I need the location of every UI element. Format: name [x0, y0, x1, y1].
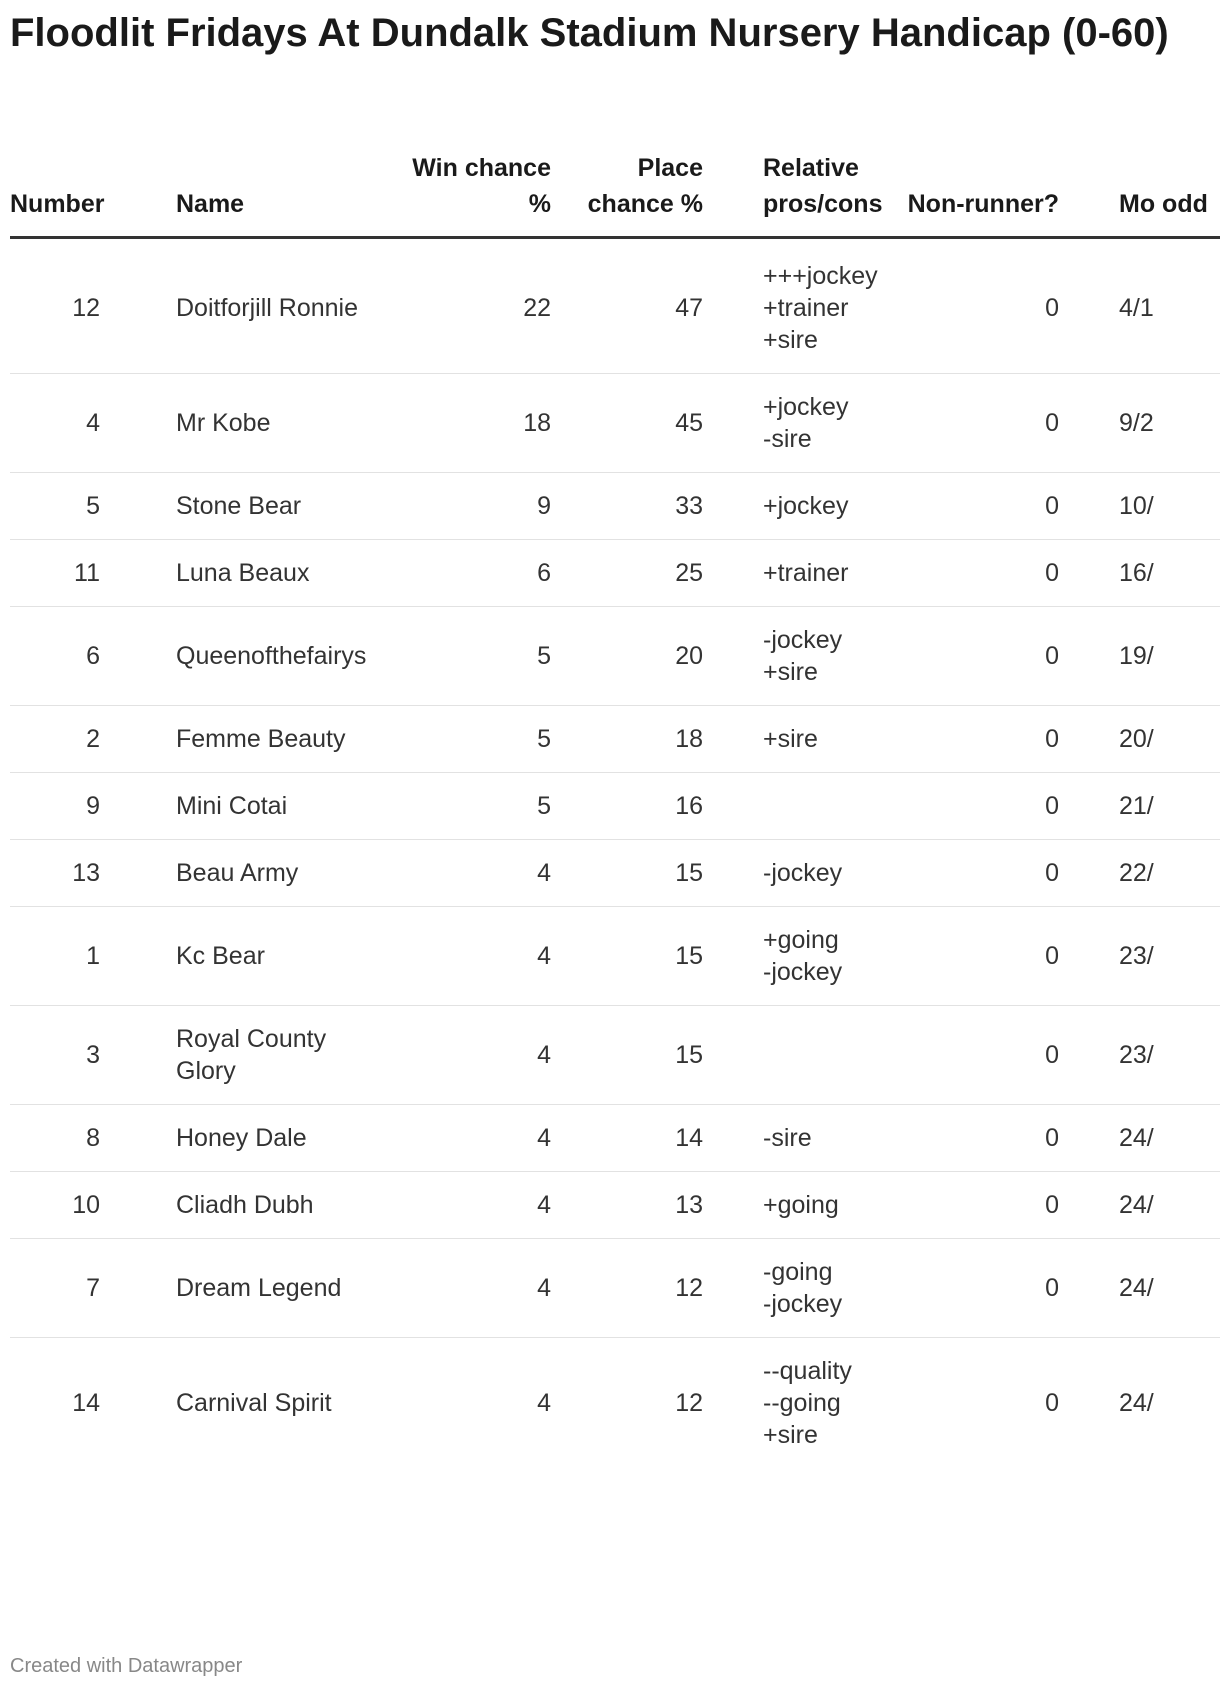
cell-name — [162, 1239, 392, 1338]
pros-cons-item: +jockey — [763, 492, 849, 520]
table-row — [10, 773, 1220, 840]
cell-non-runner: 0 — [905, 374, 1077, 473]
cell-non-runner: 0 — [905, 607, 1077, 706]
table-row — [10, 1105, 1220, 1172]
pros-cons-item: -jockey — [763, 1290, 843, 1318]
cell-win-chance: 6 — [392, 540, 555, 607]
pros-cons-item: -jockey — [763, 958, 843, 986]
cell-win-chance: 4 — [392, 1239, 555, 1338]
cell-place-chance: 18 — [555, 706, 719, 773]
horse-name: Queenofthefairys — [176, 642, 367, 670]
cell-place-chance: 14 — [555, 1105, 719, 1172]
cell-name — [162, 238, 392, 374]
horse-name: Femme Beauty — [176, 725, 346, 753]
cell-odds: 20/ — [1077, 706, 1220, 773]
cell-name — [162, 473, 392, 540]
cell-win-chance: 9 — [392, 473, 555, 540]
cell-non-runner: 0 — [905, 1105, 1077, 1172]
cell-non-runner: 0 — [905, 473, 1077, 540]
cell-pros-cons — [719, 540, 905, 607]
horse-name: Stone Bear — [176, 492, 302, 520]
cell-place-chance: 15 — [555, 1006, 719, 1105]
cell-place-chance: 15 — [555, 840, 719, 907]
results-table — [10, 150, 1220, 1468]
cell-odds: 23/ — [1077, 1006, 1220, 1105]
cell-win-chance: 5 — [392, 706, 555, 773]
table-row — [10, 607, 1220, 706]
cell-number: 4 — [10, 374, 162, 473]
cell-number: 3 — [10, 1006, 162, 1105]
cell-name — [162, 907, 392, 1006]
cell-win-chance: 4 — [392, 1105, 555, 1172]
cell-pros-cons — [719, 238, 905, 374]
table-row — [10, 840, 1220, 907]
pros-cons-item: --quality — [763, 1357, 852, 1385]
horse-name: Carnival Spirit — [176, 1389, 332, 1417]
horse-name: Doitforjill Ronnie — [176, 294, 359, 322]
cell-number: 11 — [10, 540, 162, 607]
cell-pros-cons — [719, 1338, 905, 1469]
cell-place-chance: 20 — [555, 607, 719, 706]
pros-cons-item: +sire — [763, 725, 818, 753]
cell-name — [162, 1172, 392, 1239]
cell-number: 12 — [10, 238, 162, 374]
horse-name: Royal County Glory — [176, 1025, 327, 1085]
pros-cons-item: +sire — [763, 658, 818, 686]
cell-odds: 19/ — [1077, 607, 1220, 706]
cell-number: 9 — [10, 773, 162, 840]
cell-place-chance: 45 — [555, 374, 719, 473]
cell-odds: 16/ — [1077, 540, 1220, 607]
cell-name — [162, 540, 392, 607]
cell-number: 8 — [10, 1105, 162, 1172]
table-row — [10, 374, 1220, 473]
cell-place-chance: 15 — [555, 907, 719, 1006]
cell-name — [162, 1338, 392, 1469]
cell-pros-cons — [719, 473, 905, 540]
column-header-number[interactable]: Number — [10, 150, 162, 238]
cell-name — [162, 706, 392, 773]
cell-non-runner: 0 — [905, 1239, 1077, 1338]
table-row — [10, 907, 1220, 1006]
cell-number: 6 — [10, 607, 162, 706]
column-header-win-chance[interactable]: Win chance % — [392, 150, 555, 238]
cell-name — [162, 374, 392, 473]
table-row — [10, 473, 1220, 540]
cell-non-runner: 0 — [905, 907, 1077, 1006]
cell-number: 5 — [10, 473, 162, 540]
pros-cons-item: +trainer — [763, 294, 849, 322]
pros-cons-item: --going — [763, 1389, 841, 1417]
cell-number: 2 — [10, 706, 162, 773]
table-row — [10, 1239, 1220, 1338]
cell-name — [162, 1105, 392, 1172]
cell-odds: 22/ — [1077, 840, 1220, 907]
cell-odds: 9/2 — [1077, 374, 1220, 473]
cell-odds: 10/ — [1077, 473, 1220, 540]
cell-win-chance: 4 — [392, 1006, 555, 1105]
cell-odds: 24/ — [1119, 1389, 1154, 1417]
pros-cons-item: -going — [763, 1258, 833, 1286]
cell-pros-cons — [719, 706, 905, 773]
cell-odds: 23/ — [1077, 907, 1220, 1006]
pros-cons-item: -sire — [763, 1124, 812, 1152]
cell-win-chance: 5 — [392, 773, 555, 840]
horse-name: Cliadh Dubh — [176, 1191, 314, 1219]
cell-name — [162, 840, 392, 907]
cell-pros-cons — [719, 907, 905, 1006]
column-header-non-runner[interactable]: Non-runner? — [905, 150, 1077, 238]
pros-cons-item: +sire — [763, 326, 818, 354]
results-table-container — [10, 150, 1220, 1468]
table-row — [10, 1338, 1220, 1469]
table-row — [10, 706, 1220, 773]
table-body — [10, 238, 1220, 1469]
pros-cons-item: +sire — [763, 1421, 818, 1449]
pros-cons-item: -jockey — [763, 859, 843, 887]
cell-odds: 24/ — [1077, 1239, 1220, 1338]
cell-win-chance: 4 — [537, 1389, 551, 1417]
cell-pros-cons — [719, 1239, 905, 1338]
column-header-name[interactable]: Name — [162, 150, 392, 238]
cell-pros-cons — [719, 840, 905, 907]
header-row — [10, 150, 1220, 238]
horse-name: Mini Cotai — [176, 792, 288, 820]
cell-place-chance: 16 — [555, 773, 719, 840]
column-header-pros-cons[interactable]: Relative pros/cons — [719, 150, 905, 238]
table-row — [10, 540, 1220, 607]
cell-name — [162, 607, 392, 706]
cell-non-runner: 0 — [905, 238, 1077, 374]
cell-number: 7 — [10, 1239, 162, 1338]
column-header-odds[interactable]: Mo odd — [1077, 150, 1220, 238]
cell-non-runner: 0 — [905, 1006, 1077, 1105]
column-header-place-chance[interactable]: Place chance % — [555, 150, 719, 238]
cell-win-chance: 22 — [392, 238, 555, 374]
cell-win-chance: 18 — [392, 374, 555, 473]
cell-place-chance: 25 — [555, 540, 719, 607]
cell-odds: 24/ — [1077, 1172, 1220, 1239]
table-row — [10, 1172, 1220, 1239]
cell-odds: 4/1 — [1077, 238, 1220, 374]
horse-name: Dream Legend — [176, 1274, 342, 1302]
chart-title: Floodlit Fridays At Dundalk Stadium Nursery Handicap (0-60) — [10, 11, 1169, 55]
cell-name — [162, 1006, 392, 1105]
cell-win-chance: 4 — [392, 1172, 555, 1239]
cell-odds: 21/ — [1077, 773, 1220, 840]
horse-name: Kc Bear — [176, 942, 265, 970]
cell-win-chance: 5 — [392, 607, 555, 706]
cell-non-runner: 0 — [1045, 1389, 1059, 1417]
cell-win-chance: 4 — [392, 907, 555, 1006]
cell-pros-cons — [719, 1172, 905, 1239]
cell-number: 10 — [10, 1172, 162, 1239]
cell-pros-cons — [719, 1105, 905, 1172]
cell-non-runner: 0 — [905, 706, 1077, 773]
cell-non-runner: 0 — [905, 773, 1077, 840]
horse-name: Honey Dale — [176, 1124, 307, 1152]
horse-name: Luna Beaux — [176, 559, 310, 587]
cell-place-chance: 12 — [675, 1389, 703, 1417]
pros-cons-item: +going — [763, 926, 839, 954]
pros-cons-item: +jockey — [763, 393, 849, 421]
table-row — [10, 1006, 1220, 1105]
horse-name: Mr Kobe — [176, 409, 271, 437]
cell-pros-cons — [719, 773, 905, 840]
cell-number: 13 — [10, 840, 162, 907]
pros-cons-item: +going — [763, 1191, 839, 1219]
cell-non-runner: 0 — [905, 540, 1077, 607]
pros-cons-item: -jockey — [763, 626, 843, 654]
cell-number: 1 — [10, 907, 162, 1006]
table-row — [10, 238, 1220, 374]
cell-win-chance: 4 — [392, 840, 555, 907]
cell-pros-cons — [719, 1006, 905, 1105]
cell-place-chance: 13 — [555, 1172, 719, 1239]
cell-non-runner: 0 — [905, 840, 1077, 907]
cell-pros-cons — [719, 607, 905, 706]
cell-number: 14 — [72, 1389, 100, 1417]
cell-pros-cons — [719, 374, 905, 473]
cell-name — [162, 773, 392, 840]
horse-name: Beau Army — [176, 859, 299, 887]
datawrapper-credit: Created with Datawrapper — [10, 1655, 243, 1677]
cell-place-chance: 33 — [555, 473, 719, 540]
pros-cons-item: +trainer — [763, 559, 849, 587]
pros-cons-item: -sire — [763, 425, 812, 453]
cell-non-runner: 0 — [905, 1172, 1077, 1239]
cell-place-chance: 47 — [555, 238, 719, 374]
pros-cons-item: +++jockey — [763, 262, 878, 290]
cell-place-chance: 12 — [555, 1239, 719, 1338]
cell-odds: 24/ — [1077, 1105, 1220, 1172]
